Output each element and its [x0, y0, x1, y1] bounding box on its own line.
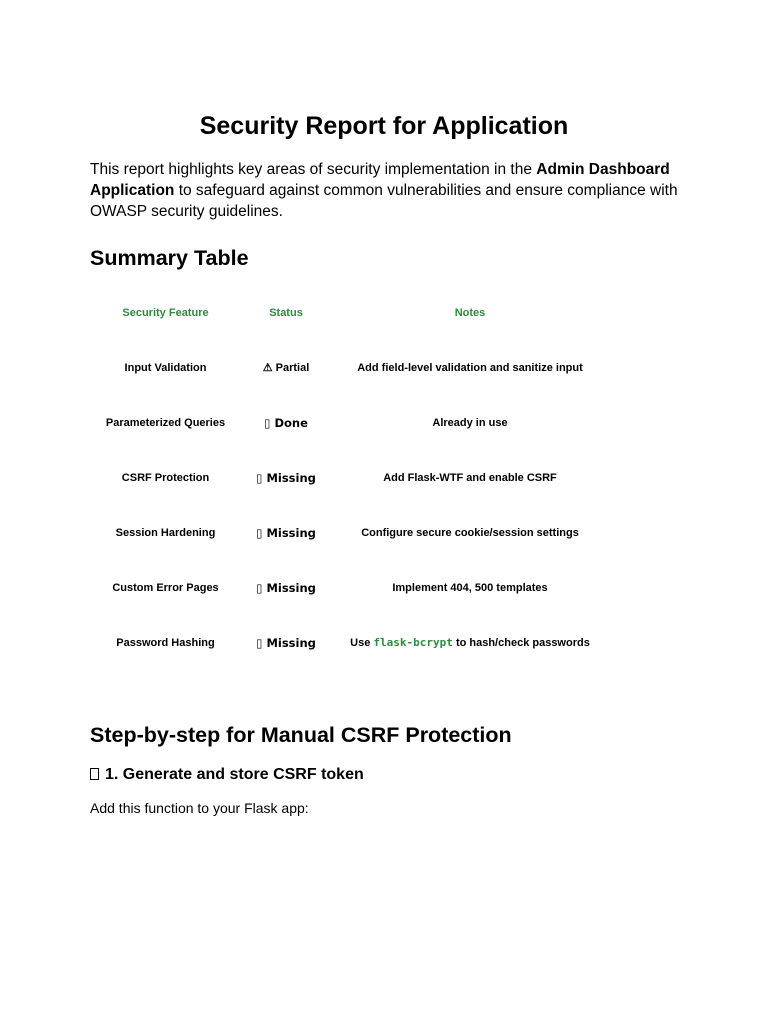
intro-app-name: Admin Dashboard Application [90, 161, 670, 199]
feature-cell: Password Hashing [116, 636, 215, 649]
table-row [94, 615, 605, 670]
notes-text-before: Use [350, 637, 374, 649]
placeholder-glyph-icon [90, 768, 99, 780]
steps-heading: Step-by-step for Manual CSRF Protection [90, 723, 512, 747]
notes-cell: Add Flask-WTF and enable CSRF [383, 471, 557, 484]
page-title: Security Report for Application [199, 112, 569, 140]
header-notes: Notes [454, 306, 486, 319]
intro-text-after: to safeguard against common vulnerabilities and ensure compliance with OWASP security guidelines. [90, 182, 678, 220]
notes-cell: Add field-level validation and sanitize input [357, 361, 583, 374]
status-cell: ⚠ Partial [262, 362, 310, 374]
summary-heading: Summary Table [90, 246, 249, 270]
table-row [94, 395, 605, 450]
step-1-heading [90, 764, 364, 786]
status-cell: ▯ Missing [256, 580, 316, 595]
status-cell: ▯ Done [264, 415, 308, 430]
notes-cell: Implement 404, 500 templates [392, 581, 548, 594]
status-cell: ▯ Missing [256, 470, 316, 485]
table-header-row [94, 285, 605, 340]
summary-table [94, 285, 605, 670]
feature-cell: Input Validation [124, 361, 207, 374]
inline-code: flask-bcrypt [373, 636, 453, 649]
notes-cell: Already in use [432, 416, 508, 429]
step-1-title: 1. Generate and store CSRF token [105, 766, 364, 783]
feature-cell: CSRF Protection [121, 471, 210, 484]
intro-paragraph [90, 159, 678, 222]
table-row [94, 560, 605, 615]
feature-cell: Custom Error Pages [112, 581, 219, 594]
table-row [94, 450, 605, 505]
table-row [94, 340, 605, 395]
header-status: Status [269, 306, 303, 319]
feature-cell: Parameterized Queries [105, 416, 226, 429]
status-cell: ▯ Missing [256, 635, 316, 650]
notes-cell: Configure secure cookie/session settings [361, 526, 579, 539]
status-cell: ▯ Missing [256, 525, 316, 540]
step-1-text: Add this function to your Flask app: [90, 800, 309, 816]
intro-text-before: This report highlights key areas of security implementation in the [90, 161, 537, 178]
table-row [94, 505, 605, 560]
header-security-feature: Security Feature [122, 306, 209, 319]
notes-cell [335, 615, 605, 670]
notes-text-after: to hash/check passwords [452, 637, 590, 649]
feature-cell: Session Hardening [115, 526, 216, 539]
